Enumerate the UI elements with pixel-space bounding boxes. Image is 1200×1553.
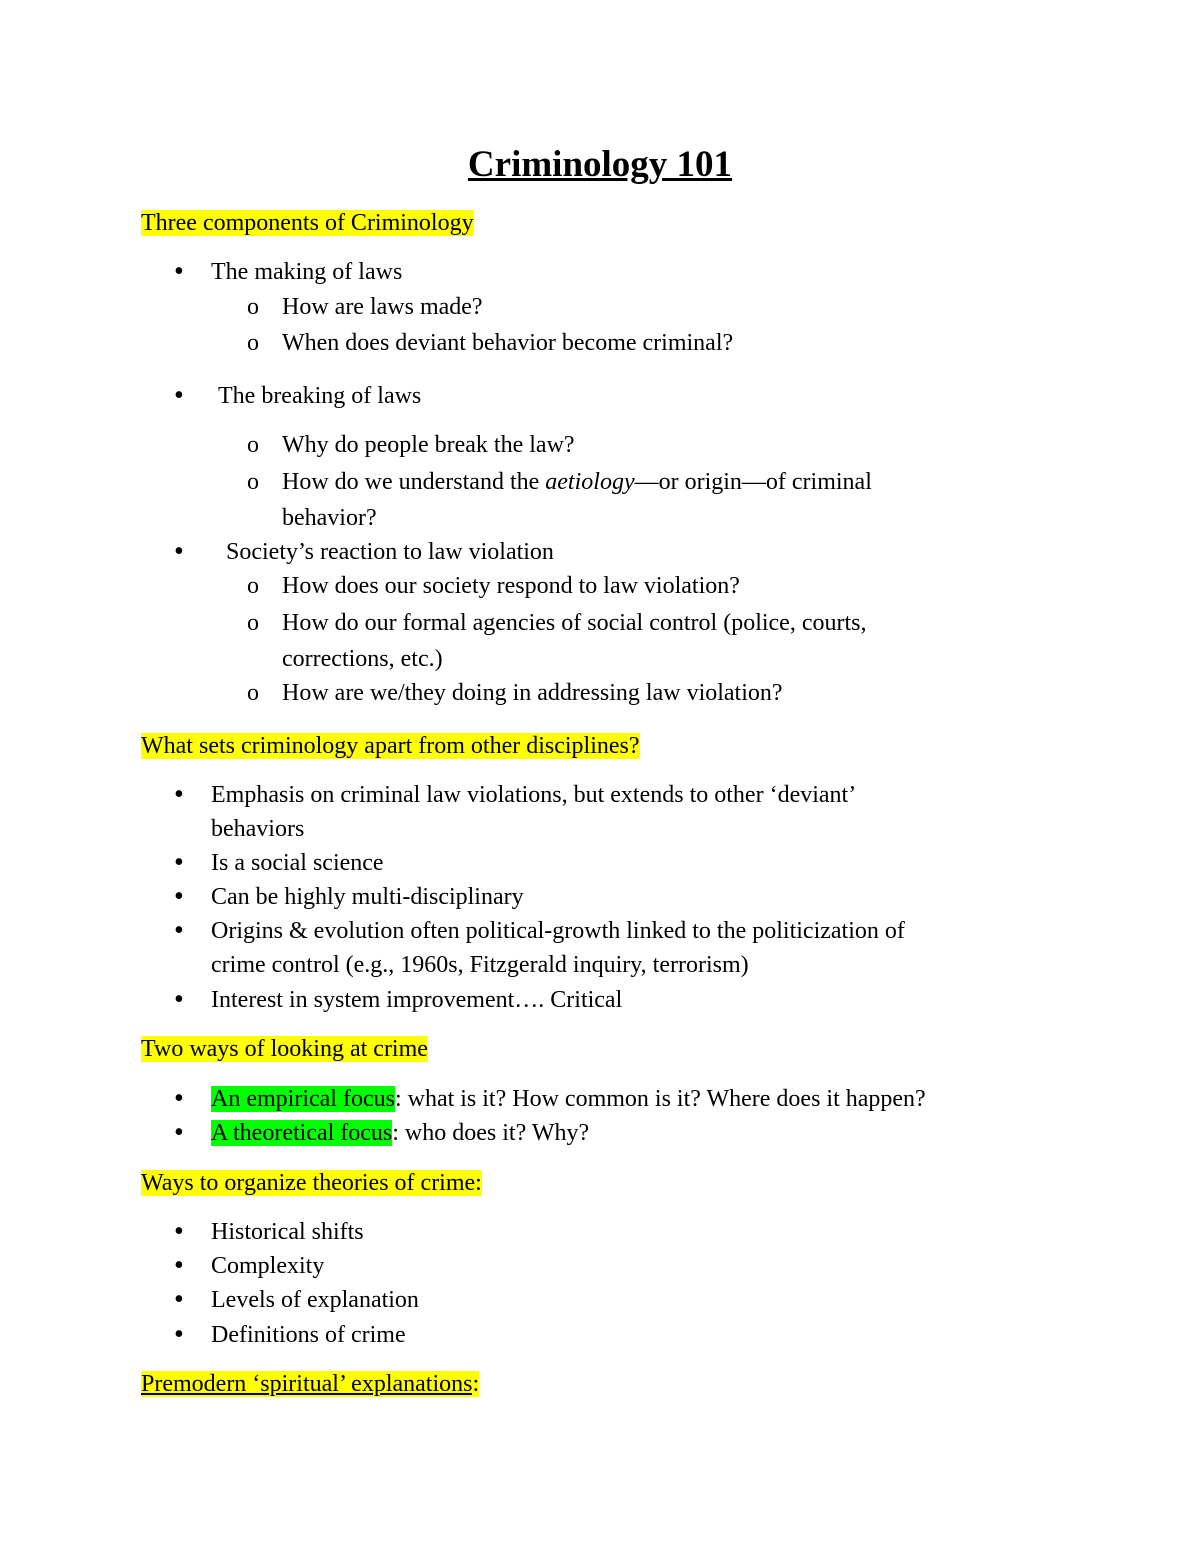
bullet-icon: [174, 1283, 184, 1318]
list-item: Origins & evolution often political-growth linked to the politicization of: [211, 918, 905, 944]
list-item: Emphasis on criminal law violations, but extends to other ‘deviant’: [211, 782, 857, 808]
list-item: Why do people break the law?: [282, 432, 575, 458]
circle-bullet-icon: [247, 676, 259, 710]
list-item: How do we understand the aetiology—or origin—of criminal: [282, 469, 872, 495]
bullet-icon: [174, 880, 184, 915]
bullet-icon: [174, 983, 184, 1018]
bullet-icon: [174, 914, 184, 949]
highlighted-term: A theoretical focus: [211, 1120, 393, 1146]
section-heading-organize: Ways to organize theories of crime:: [141, 1170, 482, 1196]
list-item: Historical shifts: [211, 1219, 364, 1245]
highlighted-term: An empirical focus: [211, 1086, 395, 1112]
bullet-icon: [174, 1082, 184, 1117]
circle-bullet-icon: [247, 290, 259, 324]
circle-bullet-icon: [247, 326, 259, 360]
bullet-icon: [174, 535, 184, 570]
list-item: Interest in system improvement…. Critical: [211, 987, 623, 1013]
list-item-continuation: crime control (e.g., 1960s, Fitzgerald inquiry, terrorism): [211, 952, 749, 978]
section-heading-apart: What sets criminology apart from other disciplines?: [141, 733, 640, 759]
list-item-continuation: behavior?: [282, 505, 377, 531]
bullet-icon: [174, 255, 184, 290]
list-item: The breaking of laws: [218, 383, 422, 409]
bullet-icon: [174, 1215, 184, 1250]
page-title: Criminology 101: [467, 144, 733, 185]
bullet-icon: [174, 846, 184, 881]
circle-bullet-icon: [247, 606, 259, 640]
list-item: Can be highly multi-disciplinary: [211, 884, 524, 910]
circle-bullet-icon: [247, 428, 259, 462]
circle-bullet-icon: [247, 465, 259, 499]
section-heading-premodern: Premodern ‘spiritual’ explanations:: [141, 1371, 480, 1397]
list-item: Definitions of crime: [211, 1322, 406, 1348]
list-item: The making of laws: [211, 259, 403, 285]
list-item: How are laws made?: [282, 294, 483, 320]
circle-bullet-icon: [247, 569, 259, 603]
list-item: Levels of explanation: [211, 1287, 419, 1313]
bullet-icon: [174, 778, 184, 813]
bullet-icon: [174, 1249, 184, 1284]
list-item: Complexity: [211, 1253, 325, 1279]
bullet-icon: [174, 1116, 184, 1151]
list-item: How does our society respond to law violation?: [282, 573, 740, 599]
list-item-continuation: corrections, etc.): [282, 646, 443, 672]
list-item-continuation: behaviors: [211, 816, 305, 842]
list-item: How do our formal agencies of social control (police, courts,: [282, 610, 867, 636]
section-heading-components: Three components of Criminology: [141, 210, 474, 236]
list-item: Society’s reaction to law violation: [226, 539, 554, 565]
list-item: How are we/they doing in addressing law violation?: [282, 680, 783, 706]
list-item: When does deviant behavior become criminal?: [282, 330, 734, 356]
list-item: An empirical focus: what is it? How common is it? Where does it happen?: [211, 1086, 926, 1112]
bullet-icon: [174, 1318, 184, 1353]
bullet-icon: [174, 379, 184, 414]
list-item: Is a social science: [211, 850, 384, 876]
section-heading-ways: Two ways of looking at crime: [141, 1036, 428, 1062]
list-item: A theoretical focus: who does it? Why?: [211, 1120, 590, 1146]
